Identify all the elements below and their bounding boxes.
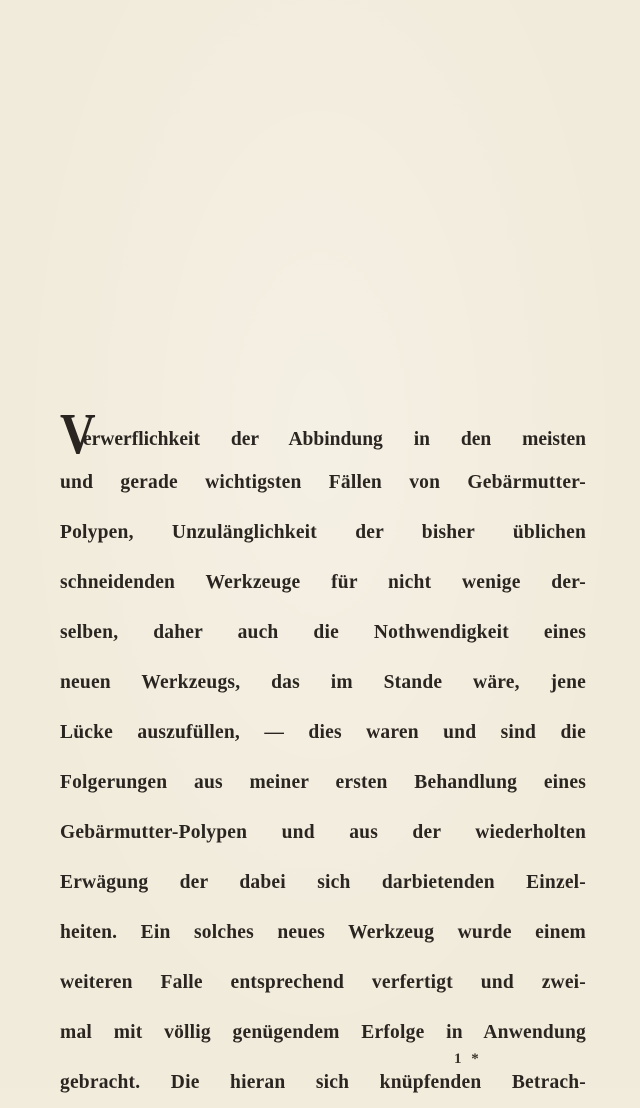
body-text [60, 401, 586, 1108]
text-line: Folgerungen aus meiner ersten Behandlung eines [60, 772, 586, 793]
text-line: schneidenden Werkzeuge für nicht wenige der- [60, 572, 586, 593]
text-line: mal mit völlig genügendem Erfolge in Anwendung [60, 1022, 586, 1043]
text-line: gebracht. Die hieran sich knüpfenden Betrach- [60, 1072, 586, 1093]
text-line: Polypen, Unzulänglichkeit der bisher üblichen [60, 522, 586, 543]
text-line: Lücke auszufüllen, — dies waren und sind die [60, 722, 586, 743]
text-line: selben, daher auch die Nothwendigkeit eines [60, 622, 586, 643]
text-line: weiteren Falle entsprechend verfertigt und zwei- [60, 972, 586, 993]
text-line: heiten. Ein solches neues Werkzeug wurde einem [60, 922, 586, 943]
drop-cap: V [60, 401, 96, 466]
signature-mark: 1 * [454, 1051, 482, 1067]
text-line: Erwägung der dabei sich darbietenden Einzel- [60, 872, 586, 893]
first-line-text: erwerflichkeit der Abbindung in den meisten [83, 429, 586, 450]
text-line: Gebärmutter-Polypen und aus der wiederholten [60, 822, 586, 843]
text-line: und gerade wichtigsten Fällen von Gebärmutter- [60, 472, 586, 493]
text-line: neuen Werkzeugs, das im Stande wäre, jene [60, 672, 586, 693]
first-line [60, 400, 586, 466]
